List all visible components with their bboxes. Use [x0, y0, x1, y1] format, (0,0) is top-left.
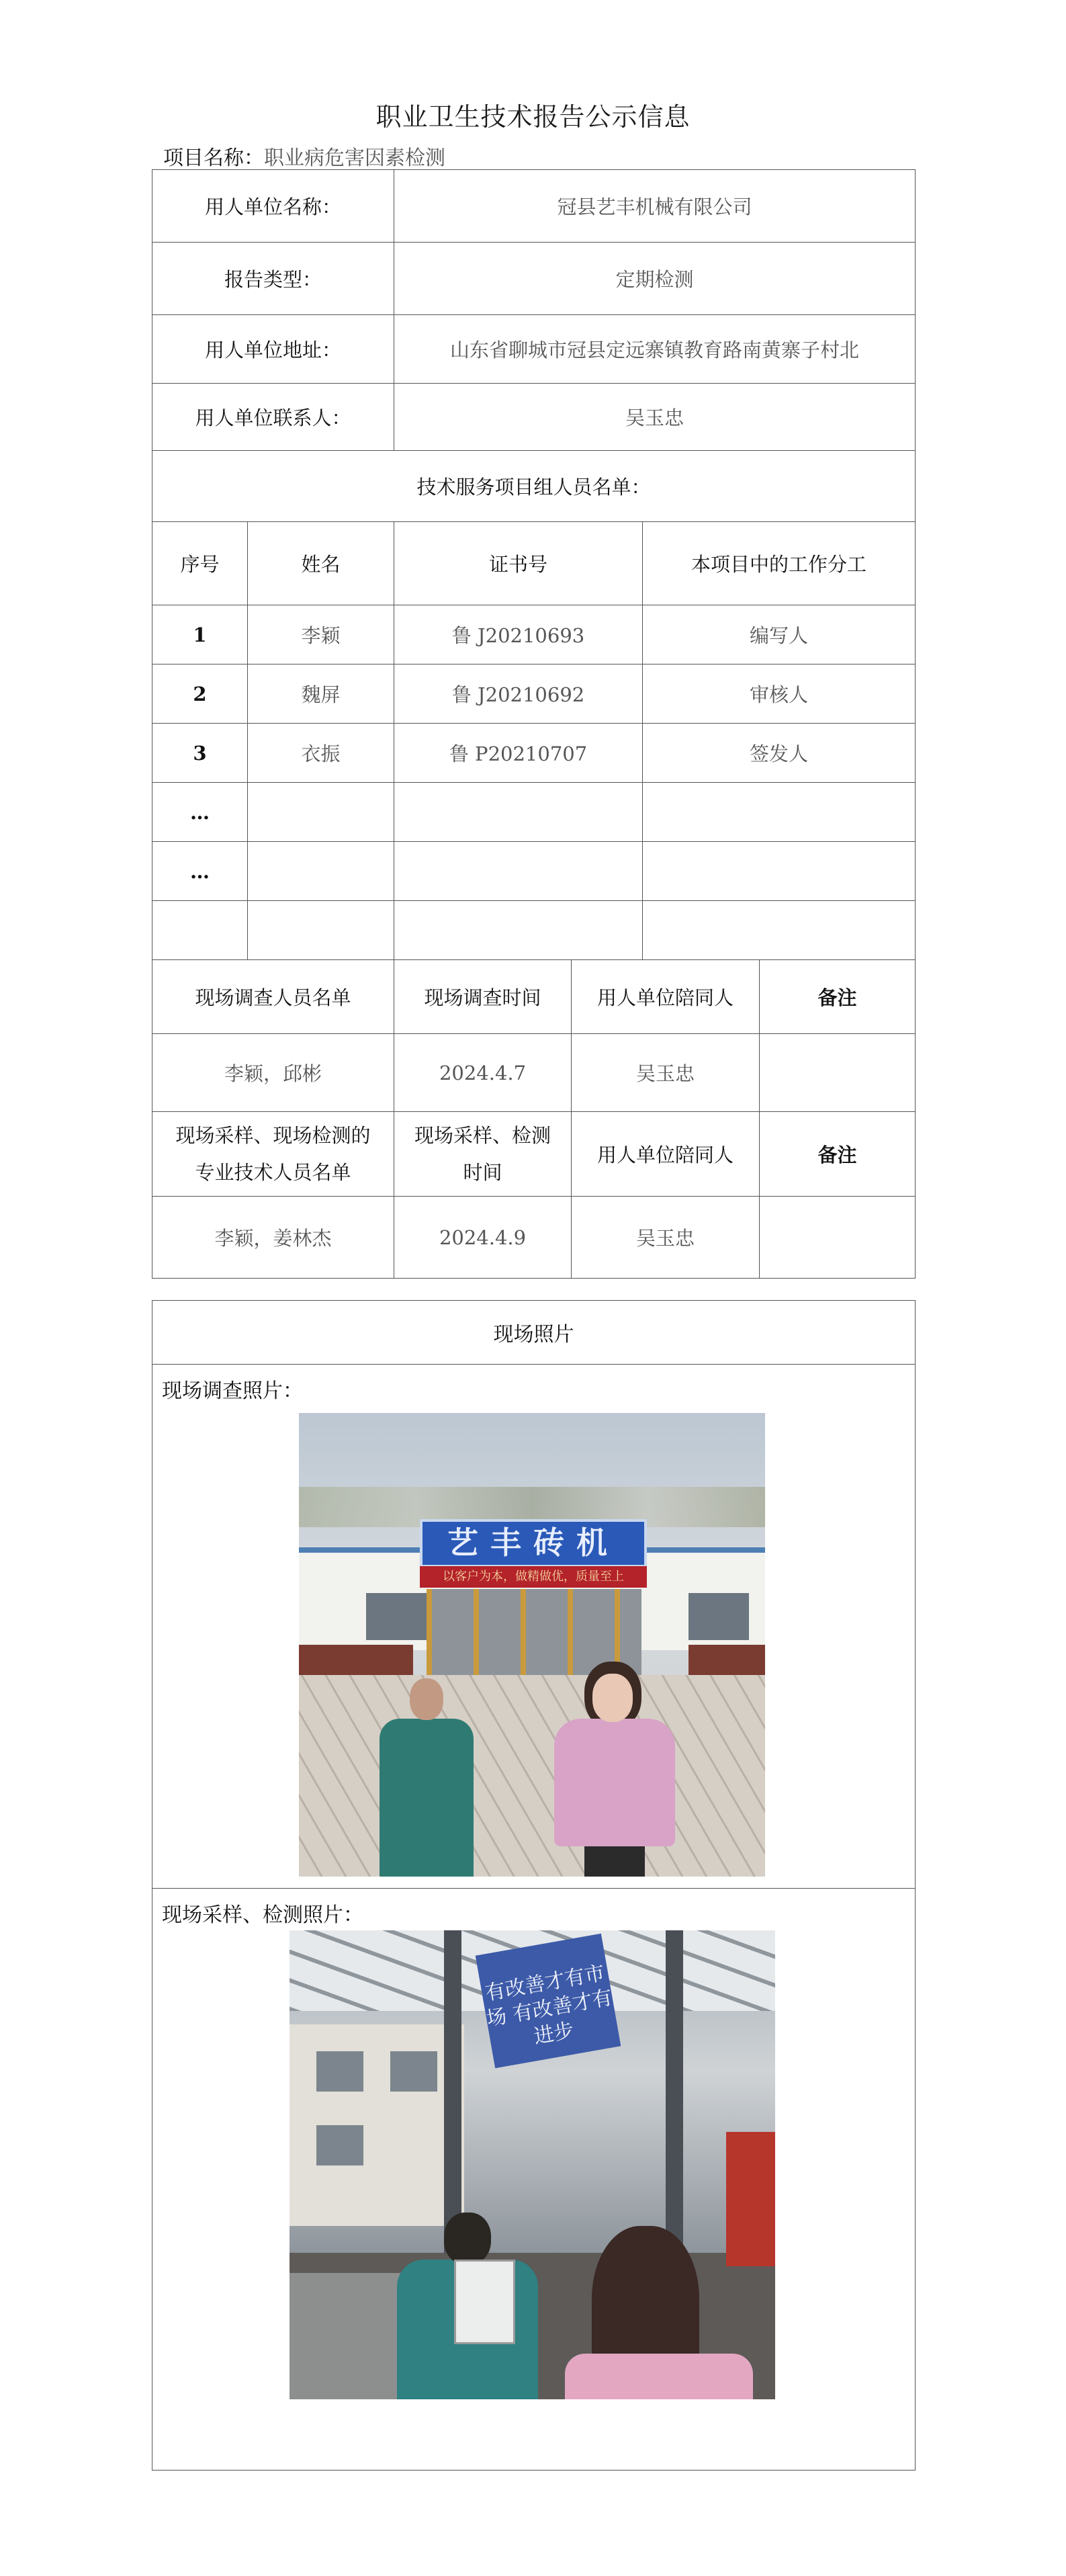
factory-wall: [290, 2024, 464, 2226]
table-row: [152, 605, 916, 664]
sampling-photo-cell: [152, 1889, 916, 2471]
storefront-sign: 艺丰砖机: [420, 1519, 647, 1568]
sampling-escort-value: 吴玉忠: [572, 1197, 760, 1279]
team-row-name: 衣振: [248, 724, 394, 783]
report-type-label: 报告类型：: [152, 243, 394, 315]
team-row-cert: [394, 901, 643, 960]
sampling-col-staff-line2: 专业技术人员名单: [195, 1160, 351, 1184]
team-row-role: [643, 901, 916, 960]
table-row: [152, 1197, 916, 1279]
survey-escort-value: 吴玉忠: [572, 1034, 760, 1112]
employer-address-value: 山东省聊城市冠县定远寨镇教育路南黄寨子村北: [394, 315, 916, 384]
photos-heading: 现场照片: [152, 1301, 916, 1365]
site-photos-table: [152, 1300, 916, 2471]
sampling-device: [454, 2260, 515, 2344]
survey-col-staff: 现场调查人员名单: [152, 960, 394, 1034]
survey-col-escort: 用人单位陪同人: [572, 960, 760, 1034]
report-info-table: [152, 169, 916, 1279]
survey-note-value: [760, 1034, 916, 1112]
survey-photo-label: 现场调查照片：: [162, 1379, 303, 1403]
project-name-label: 项目名称：: [163, 146, 264, 170]
team-row-no: …: [152, 842, 248, 901]
sampling-col-time: [394, 1112, 572, 1197]
sampling-photo: [290, 1930, 775, 2399]
employer-name-label: 用人单位名称：: [152, 170, 394, 243]
project-name-value: 职业病危害因素检测: [264, 146, 445, 170]
survey-photo-cell: [152, 1365, 916, 1889]
team-row-cert: 鲁 J20210693: [394, 605, 643, 664]
team-row-name: 魏屏: [248, 664, 394, 724]
team-row-cert: 鲁 J20210692: [394, 664, 643, 724]
table-row: [152, 664, 916, 724]
paved-ground: [299, 1675, 765, 1877]
table-row: [152, 724, 916, 783]
team-col-role: 本项目中的工作分工: [643, 522, 916, 605]
page-title: 职业卫生技术报告公示信息: [375, 102, 691, 132]
sampling-col-time-line1: 现场采样、检测: [414, 1123, 551, 1147]
table-row: [152, 901, 916, 960]
person-worker: [380, 1678, 474, 1877]
sampling-col-staff-line1: 现场采样、现场检测的: [175, 1123, 371, 1147]
team-row-no: 2: [152, 664, 248, 724]
team-row-role: 编写人: [643, 605, 916, 664]
team-row-no: 1: [152, 605, 248, 664]
team-row-name: [248, 901, 394, 960]
team-col-name: 姓名: [248, 522, 394, 605]
team-row-no: [152, 901, 248, 960]
employer-contact-value: 吴玉忠: [394, 384, 916, 451]
table-row: [152, 783, 916, 842]
sampling-col-time-line2: 时间: [463, 1160, 502, 1184]
survey-time-value: 2024.4.7: [394, 1034, 572, 1112]
team-row-name: [248, 783, 394, 842]
employer-contact-label: 用人单位联系人：: [152, 384, 394, 451]
team-row-role: [643, 842, 916, 901]
team-col-no: 序号: [152, 522, 248, 605]
person-surveyor: [554, 1662, 675, 1877]
team-row-cert: [394, 842, 643, 901]
survey-col-time: 现场调查时间: [394, 960, 572, 1034]
sampling-col-staff: [152, 1112, 394, 1197]
sampling-col-note: 备注: [760, 1112, 916, 1197]
survey-staff-value: 李颖，邱彬: [152, 1034, 394, 1112]
team-row-no: …: [152, 783, 248, 842]
team-row-role: [643, 783, 916, 842]
team-row-name: [248, 842, 394, 901]
sampling-staff-value: 李颖，姜林杰: [152, 1197, 394, 1279]
window: [689, 1593, 749, 1640]
employer-address-label: 用人单位地址：: [152, 315, 394, 384]
sampling-col-escort: 用人单位陪同人: [572, 1112, 760, 1197]
team-row-role: 签发人: [643, 724, 916, 783]
team-col-cert: 证书号: [394, 522, 643, 605]
team-row-role: 审核人: [643, 664, 916, 724]
table-row: [152, 1034, 916, 1112]
table-row: [152, 842, 916, 901]
team-row-name: 李颖: [248, 605, 394, 664]
sampling-time-value: 2024.4.9: [394, 1197, 572, 1279]
workshop-banner: 有改善才有市场 有改善才有进步: [476, 1934, 621, 2068]
employer-name-value: 冠县艺丰机械有限公司: [394, 170, 916, 243]
sampling-photo-label: 现场采样、检测照片：: [162, 1903, 363, 1927]
team-heading: 技术服务项目组人员名单：: [152, 451, 916, 522]
survey-photo: [299, 1413, 765, 1877]
report-type-value: 定期检测: [394, 243, 916, 315]
survey-col-note: 备注: [760, 960, 916, 1034]
person-inspector: [565, 2226, 753, 2399]
team-row-cert: 鲁 P20210707: [394, 724, 643, 783]
sampling-note-value: [760, 1197, 916, 1279]
team-row-cert: [394, 783, 643, 842]
team-row-no: 3: [152, 724, 248, 783]
project-name: [163, 141, 445, 171]
storefront-banner: 以客户为本，做精做优，质量至上: [420, 1566, 647, 1588]
window: [366, 1593, 427, 1640]
